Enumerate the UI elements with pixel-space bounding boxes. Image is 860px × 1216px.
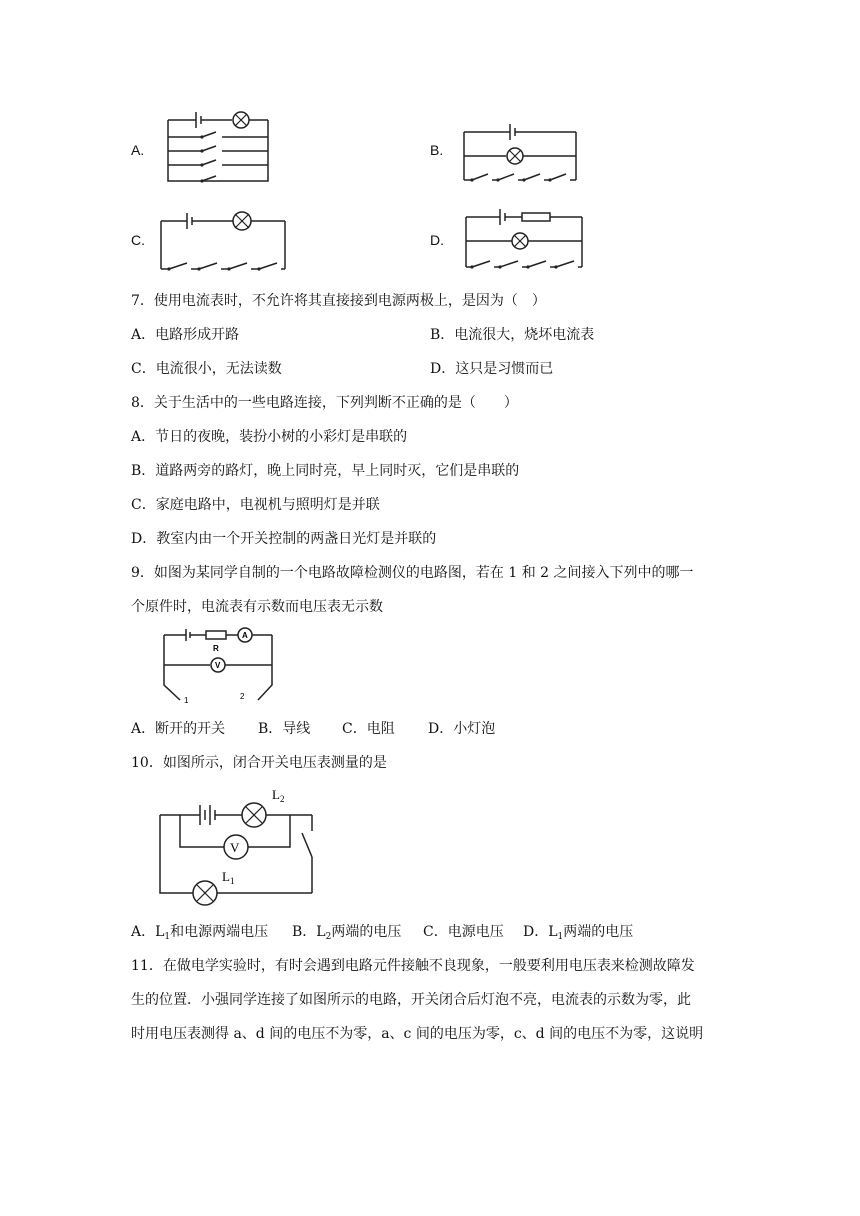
q6-figure-b bbox=[458, 120, 583, 186]
q10-lamp2-label: $L_2$ bbox=[272, 787, 285, 804]
q9-terminal-1-label: 1 bbox=[184, 696, 189, 705]
q9-voltmeter-label: V bbox=[215, 661, 221, 670]
q7-option-a[interactable]: A．电路形成开路 bbox=[131, 327, 240, 343]
q6-option-d-label[interactable]: D. bbox=[430, 232, 444, 248]
q6-option-b-label[interactable]: B. bbox=[430, 142, 444, 158]
q11-line1: 11．在做电学实验时，有时会遇到电路元件接触不良现象，一般要利用电压表来检测故障发 bbox=[131, 958, 695, 974]
q10-stem: 10．如图所示，闭合开关电压表测量的是 bbox=[131, 755, 387, 771]
q6-option-a-label[interactable]: A. bbox=[131, 142, 145, 158]
q10-option-a[interactable]: A．$L_1$和电源两端电压 bbox=[131, 924, 269, 942]
q6-figure-a bbox=[160, 108, 275, 188]
q7-option-d[interactable]: D．这只是习惯而已 bbox=[430, 361, 554, 377]
q7-option-c[interactable]: C．电流很小，无法读数 bbox=[131, 361, 282, 377]
q10-option-c[interactable]: C．电源电压 bbox=[423, 924, 504, 940]
q8-option-b[interactable]: B．道路两旁的路灯，晚上同时亮，早上同时灭，它们是串联的 bbox=[131, 463, 520, 479]
q9-option-b[interactable]: B．导线 bbox=[258, 721, 311, 737]
q11-line2: 生的位置．小强同学连接了如图所示的电路，开关闭合后灯泡不亮，电流表的示数为零，此 bbox=[131, 992, 691, 1008]
q9-resistor-label: R bbox=[213, 644, 219, 653]
q9-option-a[interactable]: A．断开的开关 bbox=[131, 721, 226, 737]
q8-option-d[interactable]: D．教室内由一个开关控制的两盏日光灯是并联的 bbox=[131, 531, 437, 547]
q10-voltmeter-label: V bbox=[230, 840, 240, 855]
q10-circuit-figure bbox=[152, 785, 324, 905]
q7-stem: 7．使用电流表时，不允许将其直接接到电源两极上，是因为（ ） bbox=[131, 293, 546, 309]
q9-ammeter-label: A bbox=[242, 631, 248, 640]
q9-stem-line2: 个原件时，电流表有示数而电压表无示数 bbox=[131, 599, 383, 615]
q8-option-a[interactable]: A．节日的夜晚，装扮小树的小彩灯是串联的 bbox=[131, 429, 408, 445]
q6-option-c-label[interactable]: C. bbox=[131, 232, 145, 248]
q9-option-d[interactable]: D．小灯泡 bbox=[428, 721, 496, 737]
q7-option-b[interactable]: B．电流很大，烧坏电流表 bbox=[430, 327, 595, 343]
q9-stem-line1: 9．如图为某同学自制的一个电路故障检测仪的电路图，若在 1 和 2 之间接入下列中的哪一 bbox=[131, 565, 694, 581]
q9-option-c[interactable]: C．电阻 bbox=[342, 721, 395, 737]
q8-stem: 8．关于生活中的一些电路连接，下列判断不正确的是（ ） bbox=[131, 395, 518, 411]
q10-option-d[interactable]: D．$L_1$两端的电压 bbox=[523, 924, 634, 942]
q6-figure-d bbox=[460, 205, 588, 273]
q10-option-b[interactable]: B．$L_2$两端的电压 bbox=[292, 924, 402, 942]
q9-terminal-2-label: 2 bbox=[240, 692, 245, 701]
q9-circuit-figure bbox=[158, 625, 298, 705]
q10-lamp1-label: $L_1$ bbox=[222, 869, 235, 886]
q8-option-c[interactable]: C．家庭电路中，电视机与照明灯是并联 bbox=[131, 497, 380, 513]
q6-figure-c bbox=[157, 205, 292, 275]
q11-line3: 时用电压表测得 a、d 间的电压不为零，a、c 间的电压为零，c、d 间的电压不为零，这说明 bbox=[131, 1026, 704, 1042]
